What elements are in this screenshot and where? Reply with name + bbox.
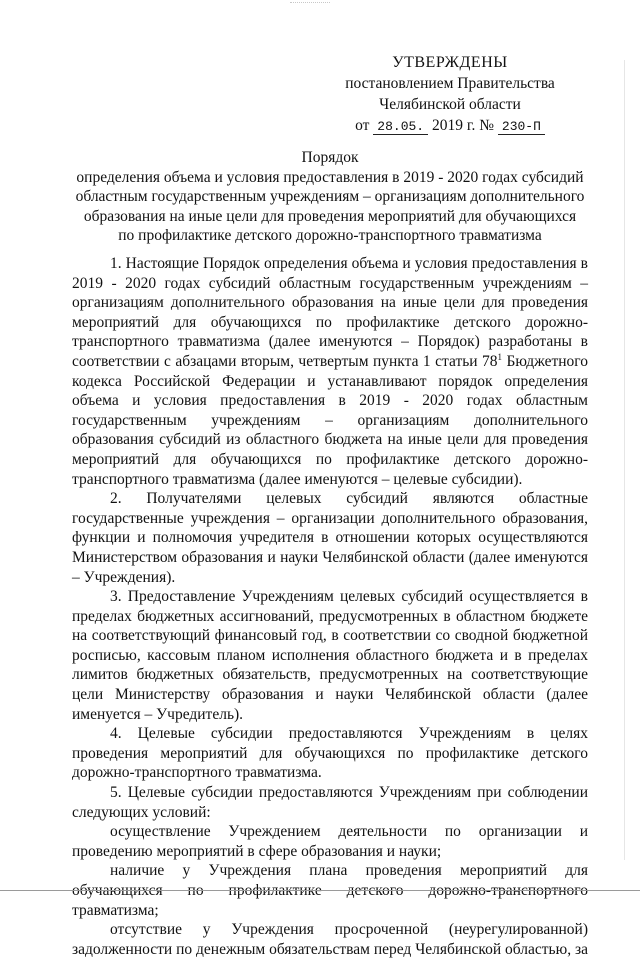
approval-year: 2019 <box>431 117 463 134</box>
approval-heading: УТВЕРЖДЕНЫ <box>392 54 508 71</box>
title-line-2: определения объема и условия предоставления в 2019 - 2020 годах субсидий <box>76 168 584 186</box>
approval-date: 28.05. <box>373 120 428 135</box>
approval-line-2: Челябинской области <box>379 96 521 113</box>
bottom-scan-edge <box>0 890 640 891</box>
paragraph-1-superscript: 1 <box>497 351 503 362</box>
title-line-3: областным государственным учреждениям – организациям дополнительного <box>75 188 585 205</box>
approval-date-line <box>300 115 600 136</box>
paragraph-1 <box>72 254 588 489</box>
title-line-5: по профилактике детского дорожно-транспортного травматизма <box>118 227 542 244</box>
paragraph-6: осуществление Учреждением деятельности по организации и проведению мероприятий в сфере образования и науки; <box>72 823 588 860</box>
document-title <box>72 148 588 246</box>
paragraph-2: 2. Получателями целевых субсидий являются областные государственные учреждения – организации дополнительного образования, функции и полномочия учредителя в отношении которых осуществляются Министерством образования и науки Челябинской области (далее именуются – Учреждения). <box>72 490 588 586</box>
title-line-1: Порядок <box>301 149 359 166</box>
approval-number: 230-П <box>498 120 545 135</box>
approval-number-label: г. № <box>466 117 495 134</box>
scan-artifact <box>290 2 330 7</box>
approval-stamp-block <box>300 52 600 136</box>
paragraph-1-part-b: Бюджетного кодекса Российской Федерации и устанавливают порядок определения объема и условия предоставления в 2019 - 2020 годах областным государственным учреждениям – организациям дополнительного образования субсидий из областного бюджета на иные цели для проведения мероприятий для обучающихся по профилактике детского дорожно-транспортного травматизма (далее именуются – целевые субсидии). <box>72 352 589 488</box>
document-body <box>72 254 588 959</box>
paragraph-1-part-a: 1. Настоящие Порядок определения объема и условия предоставления в 2019 - 2020 годах субсидий областным государственным учреждениям – организациям дополнительного образования на иные цели для проведения мероприятий для обучающихся по профилактике детского дорожно-транспортного травматизма (далее именуются – Порядок) разработаны в соответствии с абзацами вторым, четвертым пункта 1 статьи 78 <box>72 255 588 370</box>
approval-from-label: от <box>355 117 370 134</box>
paragraph-8: отсутствие у Учреждения просроченной (неурегулированной) задолженности по денежным обязательствам перед Челябинской областью, за <box>72 921 588 958</box>
paragraph-4: 4. Целевые субсидии предоставляются Учреждениям в целях проведения мероприятий для обучающихся по профилактике детского дорожно-транспортного травматизма. <box>72 725 588 782</box>
paragraph-7: наличие у Учреждения плана проведения мероприятий для обучающихся по профилактике детского дорожно-транспортного травматизма; <box>72 862 588 919</box>
page-edge-shadow <box>624 60 625 860</box>
approval-line-1: постановлением Правительства <box>345 75 555 92</box>
paragraph-3: 3. Предоставление Учреждениям целевых субсидий осуществляется в пределах бюджетных ассигнований, предусмотренных в областном бюджете на соответствующий финансовый год, в соответствии со сводной бюджетной росписью, кассовым планом исполнения областного бюджета и в пределах лимитов бюджетных обязательств, предусмотренных на соответствующие цели Министерству образования и науки Челябинской области (далее именуется – Учредитель). <box>72 588 588 723</box>
paragraph-5: 5. Целевые субсидии предоставляются Учреждениям при соблюдении следующих условий: <box>72 784 588 821</box>
title-line-4: образования на иные цели для проведения мероприятий для обучающихся <box>83 207 577 225</box>
